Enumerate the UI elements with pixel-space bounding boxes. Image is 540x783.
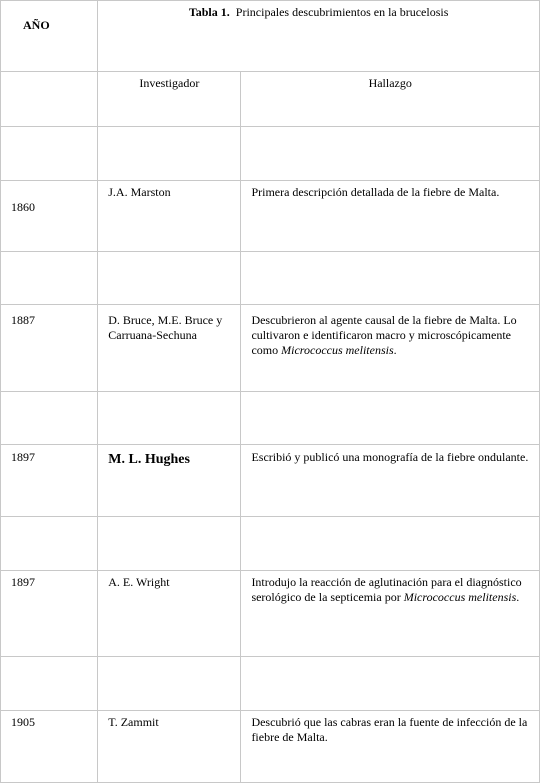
finding-text: Introdujo la reacción de aglutinación para el diagnóstico serológico de la septicemia por	[251, 575, 522, 604]
year-cell: 1897	[1, 571, 98, 657]
finding-text: .	[393, 343, 397, 357]
table-title-row	[1, 1, 540, 72]
investigator-cell: T. Zammit	[98, 711, 241, 783]
finding-cell	[241, 305, 540, 392]
finding-cell: Escribió y publicó una monografía de la fiebre ondulante.	[241, 445, 540, 517]
year-cell: 1905	[1, 711, 98, 783]
year-cell: 1887	[1, 305, 98, 392]
table-row	[1, 181, 540, 252]
table-row	[1, 445, 540, 517]
year-header: AÑO	[1, 1, 98, 72]
column-header-row	[1, 72, 540, 127]
table-row	[1, 711, 540, 783]
table-caption	[98, 1, 540, 72]
spacer-row	[1, 252, 540, 305]
spacer-row	[1, 392, 540, 445]
investigator-cell: J.A. Marston	[98, 181, 241, 252]
year-cell: 1897	[1, 445, 98, 517]
table-row	[1, 305, 540, 392]
organism-name: Micrococcus melitensis	[281, 343, 394, 357]
finding-text: Descubrieron al agente causal de la fiebre de Malta. Lo cultivaron e identificaron macro y microscópicamente como	[251, 313, 517, 357]
spacer-row	[1, 657, 540, 711]
investigator-cell: M. L. Hughes	[98, 445, 241, 517]
investigator-cell: D. Bruce, M.E. Bruce y Carruana-Sechuna	[98, 305, 241, 392]
finding-cell	[241, 571, 540, 657]
investigator-header: Investigador	[98, 72, 241, 127]
organism-name: Micrococcus melitensis	[403, 590, 517, 604]
table-row	[1, 571, 540, 657]
finding-cell: Primera descripción detallada de la fiebre de Malta.	[241, 181, 540, 252]
empty-cell	[1, 72, 98, 127]
investigator-cell: A. E. Wright	[98, 571, 241, 657]
year-cell: 1860	[1, 181, 98, 252]
table-label: Tabla 1.	[188, 5, 230, 19]
table-title: Principales descubrimientos en la brucelosis	[235, 5, 449, 19]
finding-text: .	[516, 590, 520, 604]
finding-cell: Descubrió que las cabras eran la fuente de infección de la fiebre de Malta.	[241, 711, 540, 783]
spacer-row	[1, 517, 540, 571]
finding-header: Hallazgo	[241, 72, 540, 127]
spacer-row	[1, 127, 540, 181]
